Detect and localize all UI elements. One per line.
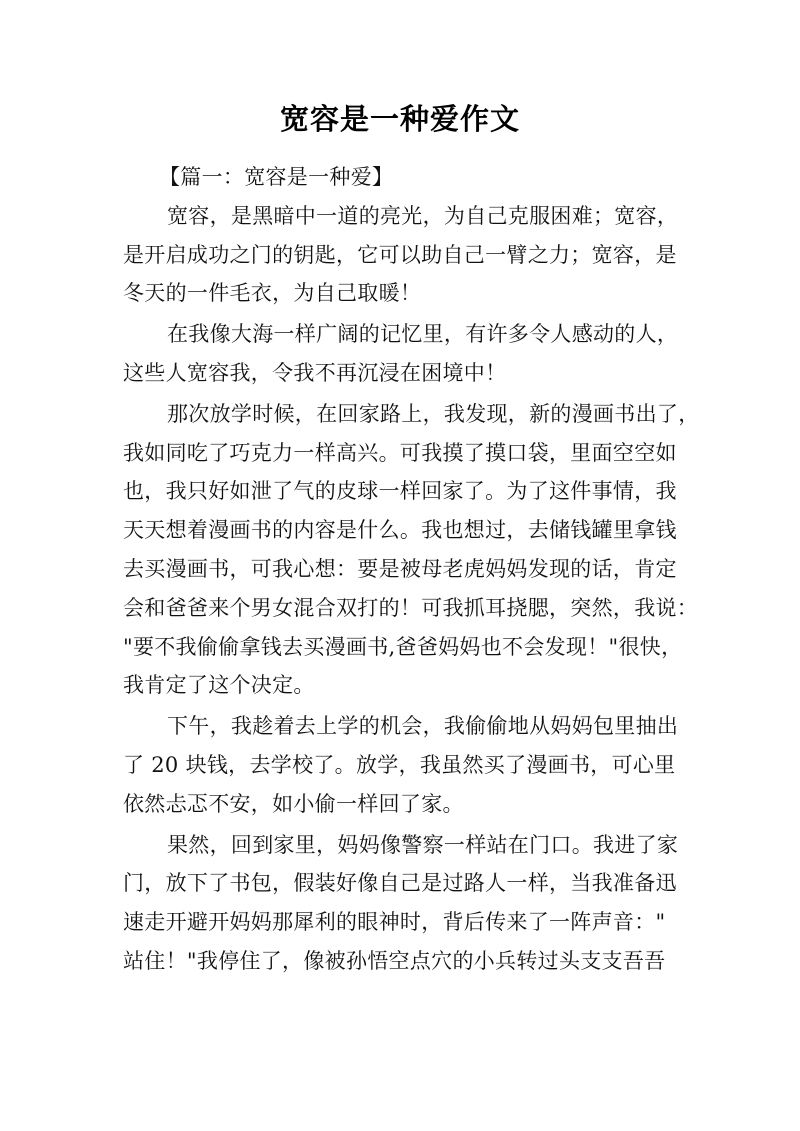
- document-body: [123, 158, 700, 981]
- paragraph-line: 去买漫画书，可我心想：要是被母老虎妈妈发现的话，肯定: [123, 556, 677, 581]
- paragraph-2: [123, 315, 680, 393]
- paragraph-line: 这些人宽容我，令我不再沉浸在困境中！: [123, 360, 507, 385]
- paragraph-3: [123, 395, 700, 705]
- paragraph-line: "要不我偷偷拿钱去买漫画书,爸爸妈妈也不会发现！"很快，: [123, 634, 683, 659]
- paragraph-line: 冬天的一件毛衣，为自己取暖！: [123, 281, 422, 306]
- paragraph-1: [123, 197, 680, 313]
- paragraph-line: 宽容，是黑暗中一道的亮光，为自己克服困难；宽容，: [167, 203, 679, 228]
- paragraph-line: 我肯定了这个决定。: [123, 673, 315, 698]
- paragraph-line: 了 20 块钱，去学校了。放学，我虽然买了漫画书，可心里: [123, 752, 676, 777]
- paragraph-line: 会和爸爸来个男女混合双打的！可我抓耳挠腮，突然，我说：: [123, 595, 699, 620]
- paragraph-5: [123, 826, 680, 981]
- paragraph-line: 果然，回到家里，妈妈像警察一样站在门口。我进了家: [167, 832, 679, 857]
- paragraph-line: 依然忐忑不安，如小偷一样回了家。: [123, 791, 464, 816]
- paragraph-line: 在我像大海一样广阔的记忆里，有许多令人感动的人，: [167, 322, 679, 347]
- paragraph-line: 速走开避开妈妈那犀利的眼神时，背后传来了一阵声音：": [123, 910, 666, 935]
- paragraph-line: 我如同吃了巧克力一样高兴。可我摸了摸口袋，里面空空如: [123, 440, 677, 465]
- paragraph-line: 是开启成功之门的钥匙，它可以助自己一臂之力；宽容，是: [123, 242, 677, 267]
- section-heading: 【篇一：宽容是一种爱】: [159, 165, 394, 189]
- paragraph-4: [123, 707, 680, 823]
- paragraph-line: 下午，我趁着去上学的机会，我偷偷地从妈妈包里抽出: [167, 714, 679, 739]
- document-title: 宽容是一种爱作文: [279, 102, 520, 136]
- paragraph-line: 也，我只好如泄了气的皮球一样回家了。为了这件事情，我: [123, 479, 677, 504]
- paragraph-line: 站住！"我停住了，像被孙悟空点穴的小兵转过头支支吾吾: [123, 948, 666, 973]
- paragraph-line: 天天想着漫画书的内容是什么。我也想过，去储钱罐里拿钱: [123, 518, 677, 543]
- paragraph-line: 门，放下了书包，假装好像自己是过路人一样，当我准备迅: [123, 871, 677, 896]
- paragraph-line: 那次放学时候，在回家路上，我发现，新的漫画书出了，: [167, 401, 700, 426]
